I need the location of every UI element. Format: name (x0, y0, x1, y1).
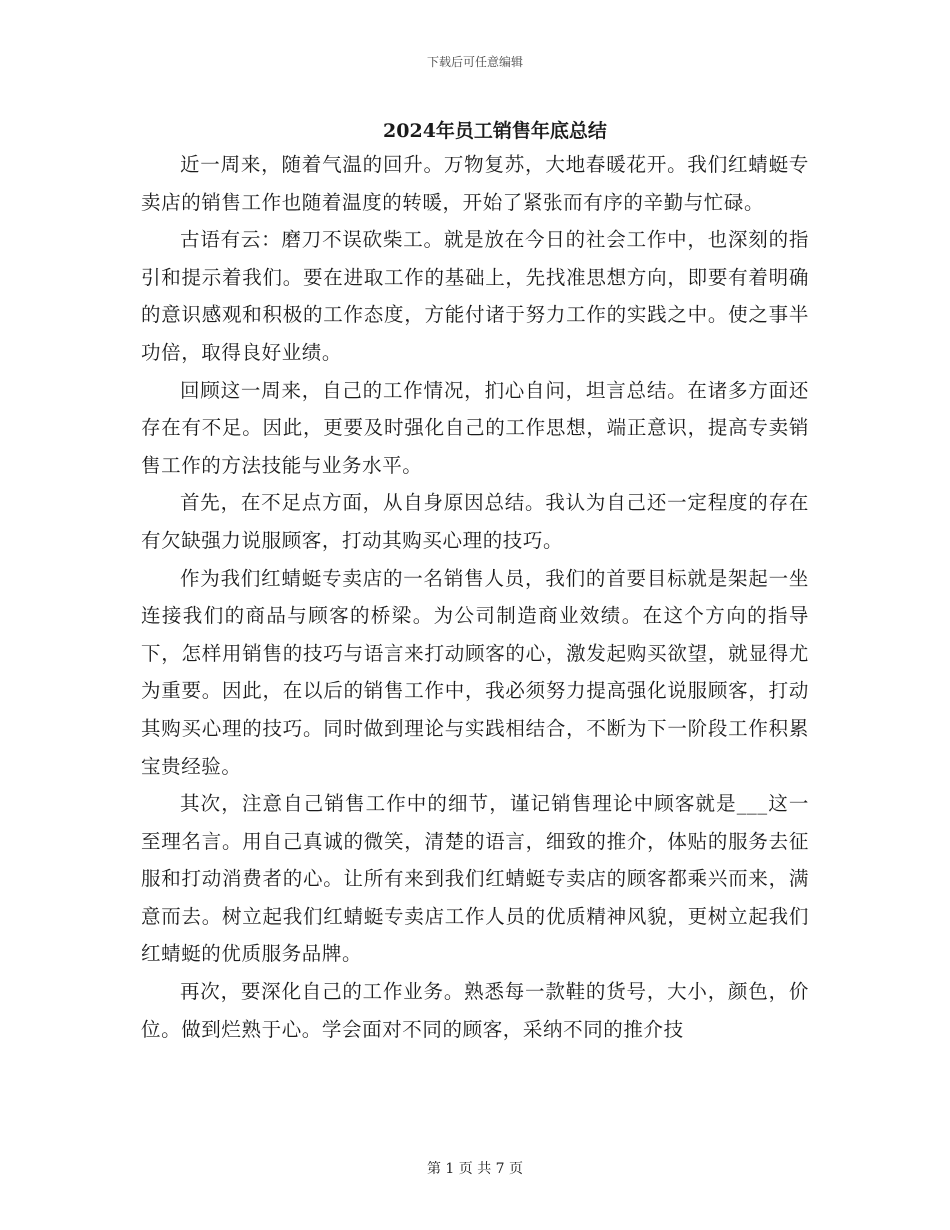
document-body (141, 146, 809, 1048)
paragraph: 古语有云：磨刀不误砍柴工。就是放在今日的社会工作中，也深刻的指引和提示着我们。要在进取工作的基础上，先找准思想方向，即要有着明确的意识感观和积极的工作态度，方能付诸于努力工作的实践之中。使之事半功倍，取得良好业绩。 (141, 228, 809, 364)
paragraph: 首先，在不足点方面，从自身原因总结。我认为自己还一定程度的存在有欠缺强力说服顾客，打动其购买心理的技巧。 (141, 491, 809, 552)
page-header-note: 下载后可任意编辑 (426, 55, 523, 69)
paragraph: 作为我们红蜻蜓专卖店的一名销售人员，我们的首要目标就是架起一坐连接我们的商品与顾客的桥梁。为公司制造商业效绩。在这个方向的指导下，怎样用销售的技巧与语言来打动顾客的心，激发起购买欲望，就显得尤为重要。因此，在以后的销售工作中，我必须努力提高强化说服顾客，打动其购买心理的技巧。同时做到理论与实践相结合，不断为下一阶段工作积累宝贵经验。 (141, 566, 809, 778)
paragraph: 回顾这一周来，自己的工作情况，扪心自问，坦言总结。在诸多方面还存在有不足。因此，更要及时强化自己的工作思想，端正意识，提高专卖销售工作的方法技能与业务水平。 (141, 378, 809, 477)
page-number: 第 1 页 共 7 页 (426, 1161, 524, 1177)
paragraph: 其次，注意自己销售工作中的细节，谨记销售理论中顾客就是___这一至理名言。用自己真诚的微笑，清楚的语言，细致的推介，体贴的服务去征服和打动消费者的心。让所有来到我们红蜻蜓专卖店的顾客都乘兴而来，满意而去。树立起我们红蜻蜓专卖店工作人员的优质精神风貌，更树立起我们红蜻蜓的优质服务品牌。 (141, 792, 809, 966)
paragraph: 近一周来，随着气温的回升。万物复苏，大地春暖花开。我们红蜻蜓专卖店的销售工作也随着温度的转暖，开始了紧张而有序的辛勤与忙碌。 (141, 153, 809, 214)
paragraph: 再次，要深化自己的工作业务。熟悉每一款鞋的货号，大小，颜色，价位。做到烂熟于心。学会面对不同的顾客，采纳不同的推介技 (141, 980, 809, 1041)
document-title: 2024年员工销售年底总结 (383, 120, 607, 142)
